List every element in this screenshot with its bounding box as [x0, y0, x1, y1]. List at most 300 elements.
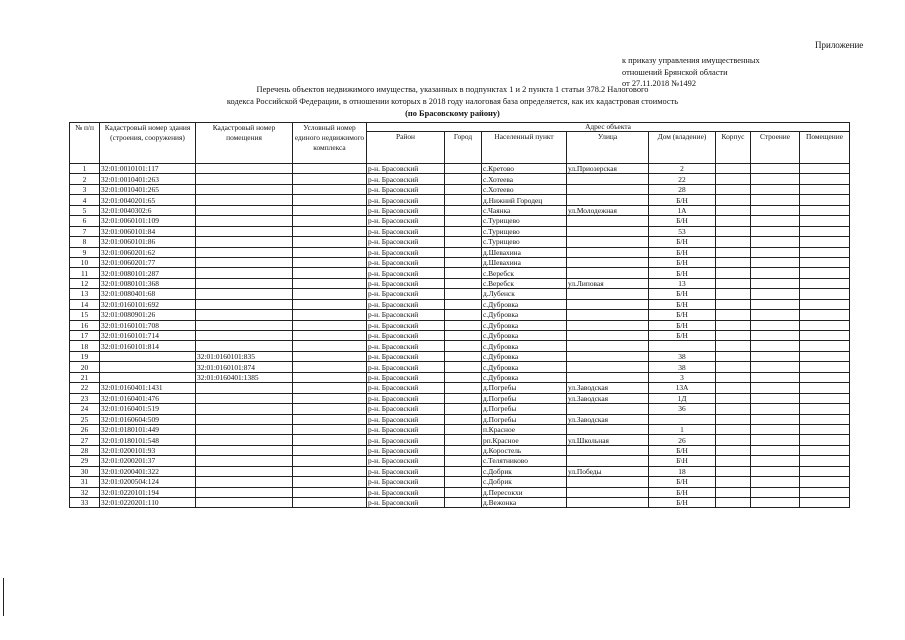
cell-room: [800, 205, 850, 215]
cell-building-cadastral: 32:01:0200504:124: [100, 477, 196, 487]
cell-number: 22: [70, 383, 100, 393]
cell-street: ул.Школьная: [567, 435, 649, 445]
cell-street: [567, 216, 649, 226]
cell-building-cadastral: 32:01:0080901:26: [100, 310, 196, 320]
cell-conditional-number: [293, 268, 367, 278]
cell-number: 27: [70, 435, 100, 445]
cell-district: р-н. Брасовский: [367, 247, 445, 257]
cell-number: 2: [70, 174, 100, 184]
cell-house: Б/Н: [649, 477, 716, 487]
cell-premises-cadastral: [196, 278, 293, 288]
cell-room: [800, 310, 850, 320]
cell-number: 18: [70, 341, 100, 351]
cell-district: р-н. Брасовский: [367, 289, 445, 299]
cell-number: 5: [70, 205, 100, 215]
cell-district: р-н. Брасовский: [367, 445, 445, 455]
col-header-address: Адрес объекта: [367, 123, 850, 132]
cell-block: [716, 477, 751, 487]
cell-house: 13: [649, 278, 716, 288]
cell-settlement: д.Коростель: [482, 445, 567, 455]
cell-number: 9: [70, 247, 100, 257]
cell-conditional-number: [293, 195, 367, 205]
cell-block: [716, 414, 751, 424]
cell-conditional-number: [293, 216, 367, 226]
cell-number: 17: [70, 331, 100, 341]
cell-conditional-number: [293, 310, 367, 320]
cell-conditional-number: [293, 257, 367, 267]
cell-building-cadastral: 32:01:0220201:110: [100, 498, 196, 508]
cell-settlement: д.Шевахина: [482, 247, 567, 257]
cell-building-cadastral: 32:01:0180101:548: [100, 435, 196, 445]
cell-premises-cadastral: [196, 404, 293, 414]
cell-room: [800, 184, 850, 194]
cell-structure: [751, 445, 800, 455]
cell-street: [567, 372, 649, 382]
cell-building-cadastral: 32:01:0010401:263: [100, 174, 196, 184]
table-row: [70, 498, 850, 508]
cell-building-cadastral: 32:01:0160101:708: [100, 320, 196, 330]
cell-district: р-н. Брасовский: [367, 310, 445, 320]
table-row: [70, 466, 850, 476]
table-row: [70, 362, 850, 372]
cell-building-cadastral: 32:01:0160401:476: [100, 393, 196, 403]
cell-block: [716, 424, 751, 434]
cell-conditional-number: [293, 498, 367, 508]
table-row: [70, 268, 850, 278]
cell-house: 28: [649, 184, 716, 194]
cell-room: [800, 247, 850, 257]
cell-street: [567, 498, 649, 508]
table-row: [70, 195, 850, 205]
cell-structure: [751, 195, 800, 205]
cell-premises-cadastral: [196, 164, 293, 174]
cell-structure: [751, 477, 800, 487]
cell-structure: [751, 351, 800, 361]
cell-premises-cadastral: 32:01:0160101:835: [196, 351, 293, 361]
cell-structure: [751, 487, 800, 497]
document-subtitle: (по Брасовскому району): [405, 109, 500, 118]
cell-house: [649, 341, 716, 351]
cell-settlement: рп.Красное: [482, 435, 567, 445]
cell-settlement: д.Пересокхи: [482, 487, 567, 497]
cell-house: 3: [649, 372, 716, 382]
table-row: [70, 164, 850, 174]
cell-district: р-н. Брасовский: [367, 435, 445, 445]
cell-street: [567, 404, 649, 414]
cell-street: [567, 477, 649, 487]
cell-city: [445, 435, 482, 445]
cell-house: Б/Н: [649, 268, 716, 278]
cell-house: 36: [649, 404, 716, 414]
table-row: [70, 257, 850, 267]
cell-block: [716, 226, 751, 236]
cell-house: Б/Н: [649, 310, 716, 320]
cell-room: [800, 498, 850, 508]
cell-room: [800, 487, 850, 497]
cell-block: [716, 498, 751, 508]
cell-city: [445, 174, 482, 184]
cell-structure: [751, 435, 800, 445]
cell-building-cadastral: 32:01:0200201:37: [100, 456, 196, 466]
col-header-house: Дом (владение): [649, 132, 716, 164]
cell-city: [445, 184, 482, 194]
cell-district: р-н. Брасовский: [367, 393, 445, 403]
appendix-line: к приказу управления имущественных: [622, 56, 760, 65]
cell-structure: [751, 299, 800, 309]
col-header-street: Улица: [567, 132, 649, 164]
cell-house: Б/Н: [649, 257, 716, 267]
cell-street: [567, 487, 649, 497]
cell-structure: [751, 226, 800, 236]
cell-premises-cadastral: [196, 184, 293, 194]
cell-structure: [751, 404, 800, 414]
cell-conditional-number: [293, 351, 367, 361]
col-header-structure: Строение: [751, 132, 800, 164]
cell-room: [800, 174, 850, 184]
cell-building-cadastral: 32:01:0010401:265: [100, 184, 196, 194]
cell-building-cadastral: 32:01:0040302:6: [100, 205, 196, 215]
cell-city: [445, 257, 482, 267]
appendix-line: отношений Брянской области: [622, 67, 728, 77]
document-title-line-2: кодекса Российской Федерации, в отношении которых в 2018 году налоговая база определяется, как их кадастровая стоимость: [226, 97, 679, 106]
cell-house: Б/Н: [649, 195, 716, 205]
cell-number: 21: [70, 372, 100, 382]
cell-city: [445, 404, 482, 414]
cell-district: р-н. Брасовский: [367, 383, 445, 393]
cell-house: Б/Н: [649, 299, 716, 309]
cell-house: 18: [649, 466, 716, 476]
cell-block: [716, 445, 751, 455]
cell-premises-cadastral: [196, 498, 293, 508]
cell-house: 2: [649, 164, 716, 174]
cell-structure: [751, 247, 800, 257]
cell-street: [567, 351, 649, 361]
cell-block: [716, 487, 751, 497]
cell-street: ул.Липовая: [567, 278, 649, 288]
cell-block: [716, 184, 751, 194]
cell-building-cadastral: 32:01:0060201:77: [100, 257, 196, 267]
col-header-conditional-number: Условный номер единого недвижимого комплекса: [293, 123, 367, 164]
cell-number: 33: [70, 498, 100, 508]
cell-number: 1: [70, 164, 100, 174]
cell-room: [800, 414, 850, 424]
cell-building-cadastral: [100, 372, 196, 382]
cell-room: [800, 278, 850, 288]
col-header-district: Район: [367, 132, 445, 164]
cell-structure: [751, 278, 800, 288]
cell-street: ул.Молодежная: [567, 205, 649, 215]
cell-street: ул.Приозерская: [567, 164, 649, 174]
cell-settlement: с.Дубровка: [482, 341, 567, 351]
cell-street: [567, 195, 649, 205]
cell-settlement: с.Дубровка: [482, 310, 567, 320]
cell-structure: [751, 372, 800, 382]
table-row: [70, 424, 850, 434]
cell-city: [445, 268, 482, 278]
cell-premises-cadastral: [196, 435, 293, 445]
table-row: [70, 445, 850, 455]
cell-street: [567, 445, 649, 455]
cell-premises-cadastral: [196, 393, 293, 403]
cell-structure: [751, 216, 800, 226]
cell-street: [567, 289, 649, 299]
cell-house: 13А: [649, 383, 716, 393]
cell-city: [445, 487, 482, 497]
cell-room: [800, 424, 850, 434]
cell-room: [800, 466, 850, 476]
table-row: [70, 237, 850, 247]
cell-street: [567, 226, 649, 236]
cell-house: 1Д: [649, 393, 716, 403]
cell-building-cadastral: 32:01:0010101:117: [100, 164, 196, 174]
table-row: [70, 372, 850, 382]
table-row: [70, 184, 850, 194]
table-row: [70, 310, 850, 320]
table-row: [70, 435, 850, 445]
cell-conditional-number: [293, 164, 367, 174]
cell-number: 30: [70, 466, 100, 476]
cell-block: [716, 341, 751, 351]
cell-premises-cadastral: [196, 466, 293, 476]
cell-number: 25: [70, 414, 100, 424]
cell-street: [567, 341, 649, 351]
col-header-building-cadastral: Кадастровый номер здания (строения, сооружения): [100, 123, 196, 164]
cell-block: [716, 174, 751, 184]
cell-district: р-н. Брасовский: [367, 362, 445, 372]
cell-settlement: с.Кретово: [482, 164, 567, 174]
cell-structure: [751, 268, 800, 278]
table-row: [70, 404, 850, 414]
cell-house: Б/Н: [649, 487, 716, 497]
cell-building-cadastral: 32:01:0200101:93: [100, 445, 196, 455]
cell-structure: [751, 341, 800, 351]
cell-settlement: с.Дубровка: [482, 362, 567, 372]
cell-room: [800, 289, 850, 299]
cell-premises-cadastral: 32:01:0160101:874: [196, 362, 293, 372]
cell-conditional-number: [293, 383, 367, 393]
cell-block: [716, 435, 751, 445]
cell-number: 15: [70, 310, 100, 320]
cell-district: р-н. Брасовский: [367, 257, 445, 267]
cell-city: [445, 247, 482, 257]
cell-district: р-н. Брасовский: [367, 414, 445, 424]
cell-room: [800, 216, 850, 226]
cell-street: [567, 424, 649, 434]
cell-building-cadastral: [100, 351, 196, 361]
cell-number: 7: [70, 226, 100, 236]
cell-number: 6: [70, 216, 100, 226]
table-row: [70, 174, 850, 184]
cell-room: [800, 331, 850, 341]
cell-street: [567, 174, 649, 184]
table-row: [70, 477, 850, 487]
cell-room: [800, 383, 850, 393]
cell-block: [716, 237, 751, 247]
cell-block: [716, 278, 751, 288]
cell-city: [445, 456, 482, 466]
cell-room: [800, 226, 850, 236]
document-title-line-1: Перечень объектов недвижимого имущества, указанных в подпунктах 1 и 2 пункта 1 статьи 378.2 Налогового: [256, 85, 649, 94]
cell-house: 1А: [649, 205, 716, 215]
cell-district: р-н. Брасовский: [367, 216, 445, 226]
cell-city: [445, 331, 482, 341]
cell-number: 32: [70, 487, 100, 497]
cell-city: [445, 351, 482, 361]
cell-number: 29: [70, 456, 100, 466]
cell-settlement: с.Дубровка: [482, 320, 567, 330]
cell-structure: [751, 498, 800, 508]
cell-block: [716, 320, 751, 330]
cell-premises-cadastral: [196, 456, 293, 466]
cell-premises-cadastral: [196, 247, 293, 257]
cell-street: [567, 310, 649, 320]
cell-conditional-number: [293, 205, 367, 215]
cell-house: Б/Н: [649, 445, 716, 455]
cell-conditional-number: [293, 237, 367, 247]
cell-number: 19: [70, 351, 100, 361]
cell-building-cadastral: 32:01:0160101:714: [100, 331, 196, 341]
cell-block: [716, 310, 751, 320]
cell-house: 38: [649, 362, 716, 372]
cell-building-cadastral: 32:01:0060101:86: [100, 237, 196, 247]
cell-settlement: с.Дубровка: [482, 351, 567, 361]
cell-premises-cadastral: [196, 414, 293, 424]
cell-conditional-number: [293, 393, 367, 403]
cell-room: [800, 164, 850, 174]
cell-settlement: д.Погребы: [482, 383, 567, 393]
cell-settlement: д.Шевахина: [482, 257, 567, 267]
cell-room: [800, 237, 850, 247]
table-row: [70, 487, 850, 497]
col-header-room: Помещение: [800, 132, 850, 164]
cell-premises-cadastral: [196, 216, 293, 226]
cell-block: [716, 466, 751, 476]
appendix-label: Приложение: [815, 40, 864, 50]
cell-city: [445, 414, 482, 424]
cell-block: [716, 393, 751, 403]
cell-block: [716, 383, 751, 393]
cell-structure: [751, 456, 800, 466]
cell-conditional-number: [293, 299, 367, 309]
table-row: [70, 247, 850, 257]
table-row: [70, 299, 850, 309]
cell-building-cadastral: 32:01:0200401:322: [100, 466, 196, 476]
cell-street: ул.Заводская: [567, 393, 649, 403]
cell-structure: [751, 174, 800, 184]
cell-room: [800, 268, 850, 278]
cell-district: р-н. Брасовский: [367, 341, 445, 351]
col-header-settlement: Населенный пункт: [482, 132, 567, 164]
cell-settlement: с.Веребск: [482, 268, 567, 278]
cell-conditional-number: [293, 226, 367, 236]
cell-structure: [751, 310, 800, 320]
cell-house: Б/Н: [649, 247, 716, 257]
cell-district: р-н. Брасовский: [367, 205, 445, 215]
cell-building-cadastral: 32:01:0060201:62: [100, 247, 196, 257]
cell-room: [800, 445, 850, 455]
cell-block: [716, 205, 751, 215]
col-header-premises-cadastral: Кадастровый номер помещения: [196, 123, 293, 164]
cell-conditional-number: [293, 404, 367, 414]
margin-line: [3, 578, 4, 616]
cell-block: [716, 164, 751, 174]
cell-block: [716, 372, 751, 382]
cell-structure: [751, 383, 800, 393]
cell-structure: [751, 362, 800, 372]
cell-conditional-number: [293, 435, 367, 445]
cell-number: 11: [70, 268, 100, 278]
cell-premises-cadastral: [196, 174, 293, 184]
cell-number: 3: [70, 184, 100, 194]
table-row: [70, 393, 850, 403]
cell-district: р-н. Брасовский: [367, 320, 445, 330]
cell-building-cadastral: 32:01:0160101:814: [100, 341, 196, 351]
cell-city: [445, 299, 482, 309]
cell-conditional-number: [293, 331, 367, 341]
cell-building-cadastral: 32:01:0080101:368: [100, 278, 196, 288]
cell-block: [716, 331, 751, 341]
cell-room: [800, 435, 850, 445]
cell-structure: [751, 257, 800, 267]
cell-number: 10: [70, 257, 100, 267]
cell-number: 23: [70, 393, 100, 403]
cell-district: р-н. Брасовский: [367, 268, 445, 278]
cell-block: [716, 362, 751, 372]
table-row: [70, 383, 850, 393]
cell-district: р-н. Брасовский: [367, 487, 445, 497]
cell-conditional-number: [293, 341, 367, 351]
cell-premises-cadastral: [196, 320, 293, 330]
col-header-block: Корпус: [716, 132, 751, 164]
cell-house: Б/Н: [649, 216, 716, 226]
cell-premises-cadastral: [196, 237, 293, 247]
cell-settlement: с.Чаянка: [482, 205, 567, 215]
cell-settlement: п.Красное: [482, 424, 567, 434]
cell-structure: [751, 289, 800, 299]
cell-street: ул.Победы: [567, 466, 649, 476]
cell-house: Б/Н: [649, 289, 716, 299]
cell-city: [445, 205, 482, 215]
cell-district: р-н. Брасовский: [367, 278, 445, 288]
col-header-city: Город: [445, 132, 482, 164]
cell-street: [567, 237, 649, 247]
cell-district: р-н. Брасовский: [367, 184, 445, 194]
cell-structure: [751, 414, 800, 424]
cell-number: 12: [70, 278, 100, 288]
property-register-table: [69, 122, 850, 508]
cell-conditional-number: [293, 456, 367, 466]
cell-house: 26: [649, 435, 716, 445]
cell-district: р-н. Брасовский: [367, 477, 445, 487]
cell-street: [567, 299, 649, 309]
cell-city: [445, 477, 482, 487]
cell-premises-cadastral: [196, 205, 293, 215]
cell-city: [445, 445, 482, 455]
cell-city: [445, 226, 482, 236]
cell-house: 22: [649, 174, 716, 184]
cell-city: [445, 195, 482, 205]
cell-district: р-н. Брасовский: [367, 351, 445, 361]
table-row: [70, 289, 850, 299]
cell-district: р-н. Брасовский: [367, 456, 445, 466]
cell-building-cadastral: 32:01:0060101:84: [100, 226, 196, 236]
cell-premises-cadastral: [196, 424, 293, 434]
cell-district: р-н. Брасовский: [367, 174, 445, 184]
cell-street: [567, 362, 649, 372]
cell-number: 28: [70, 445, 100, 455]
cell-conditional-number: [293, 320, 367, 330]
cell-building-cadastral: 32:01:0160604:509: [100, 414, 196, 424]
